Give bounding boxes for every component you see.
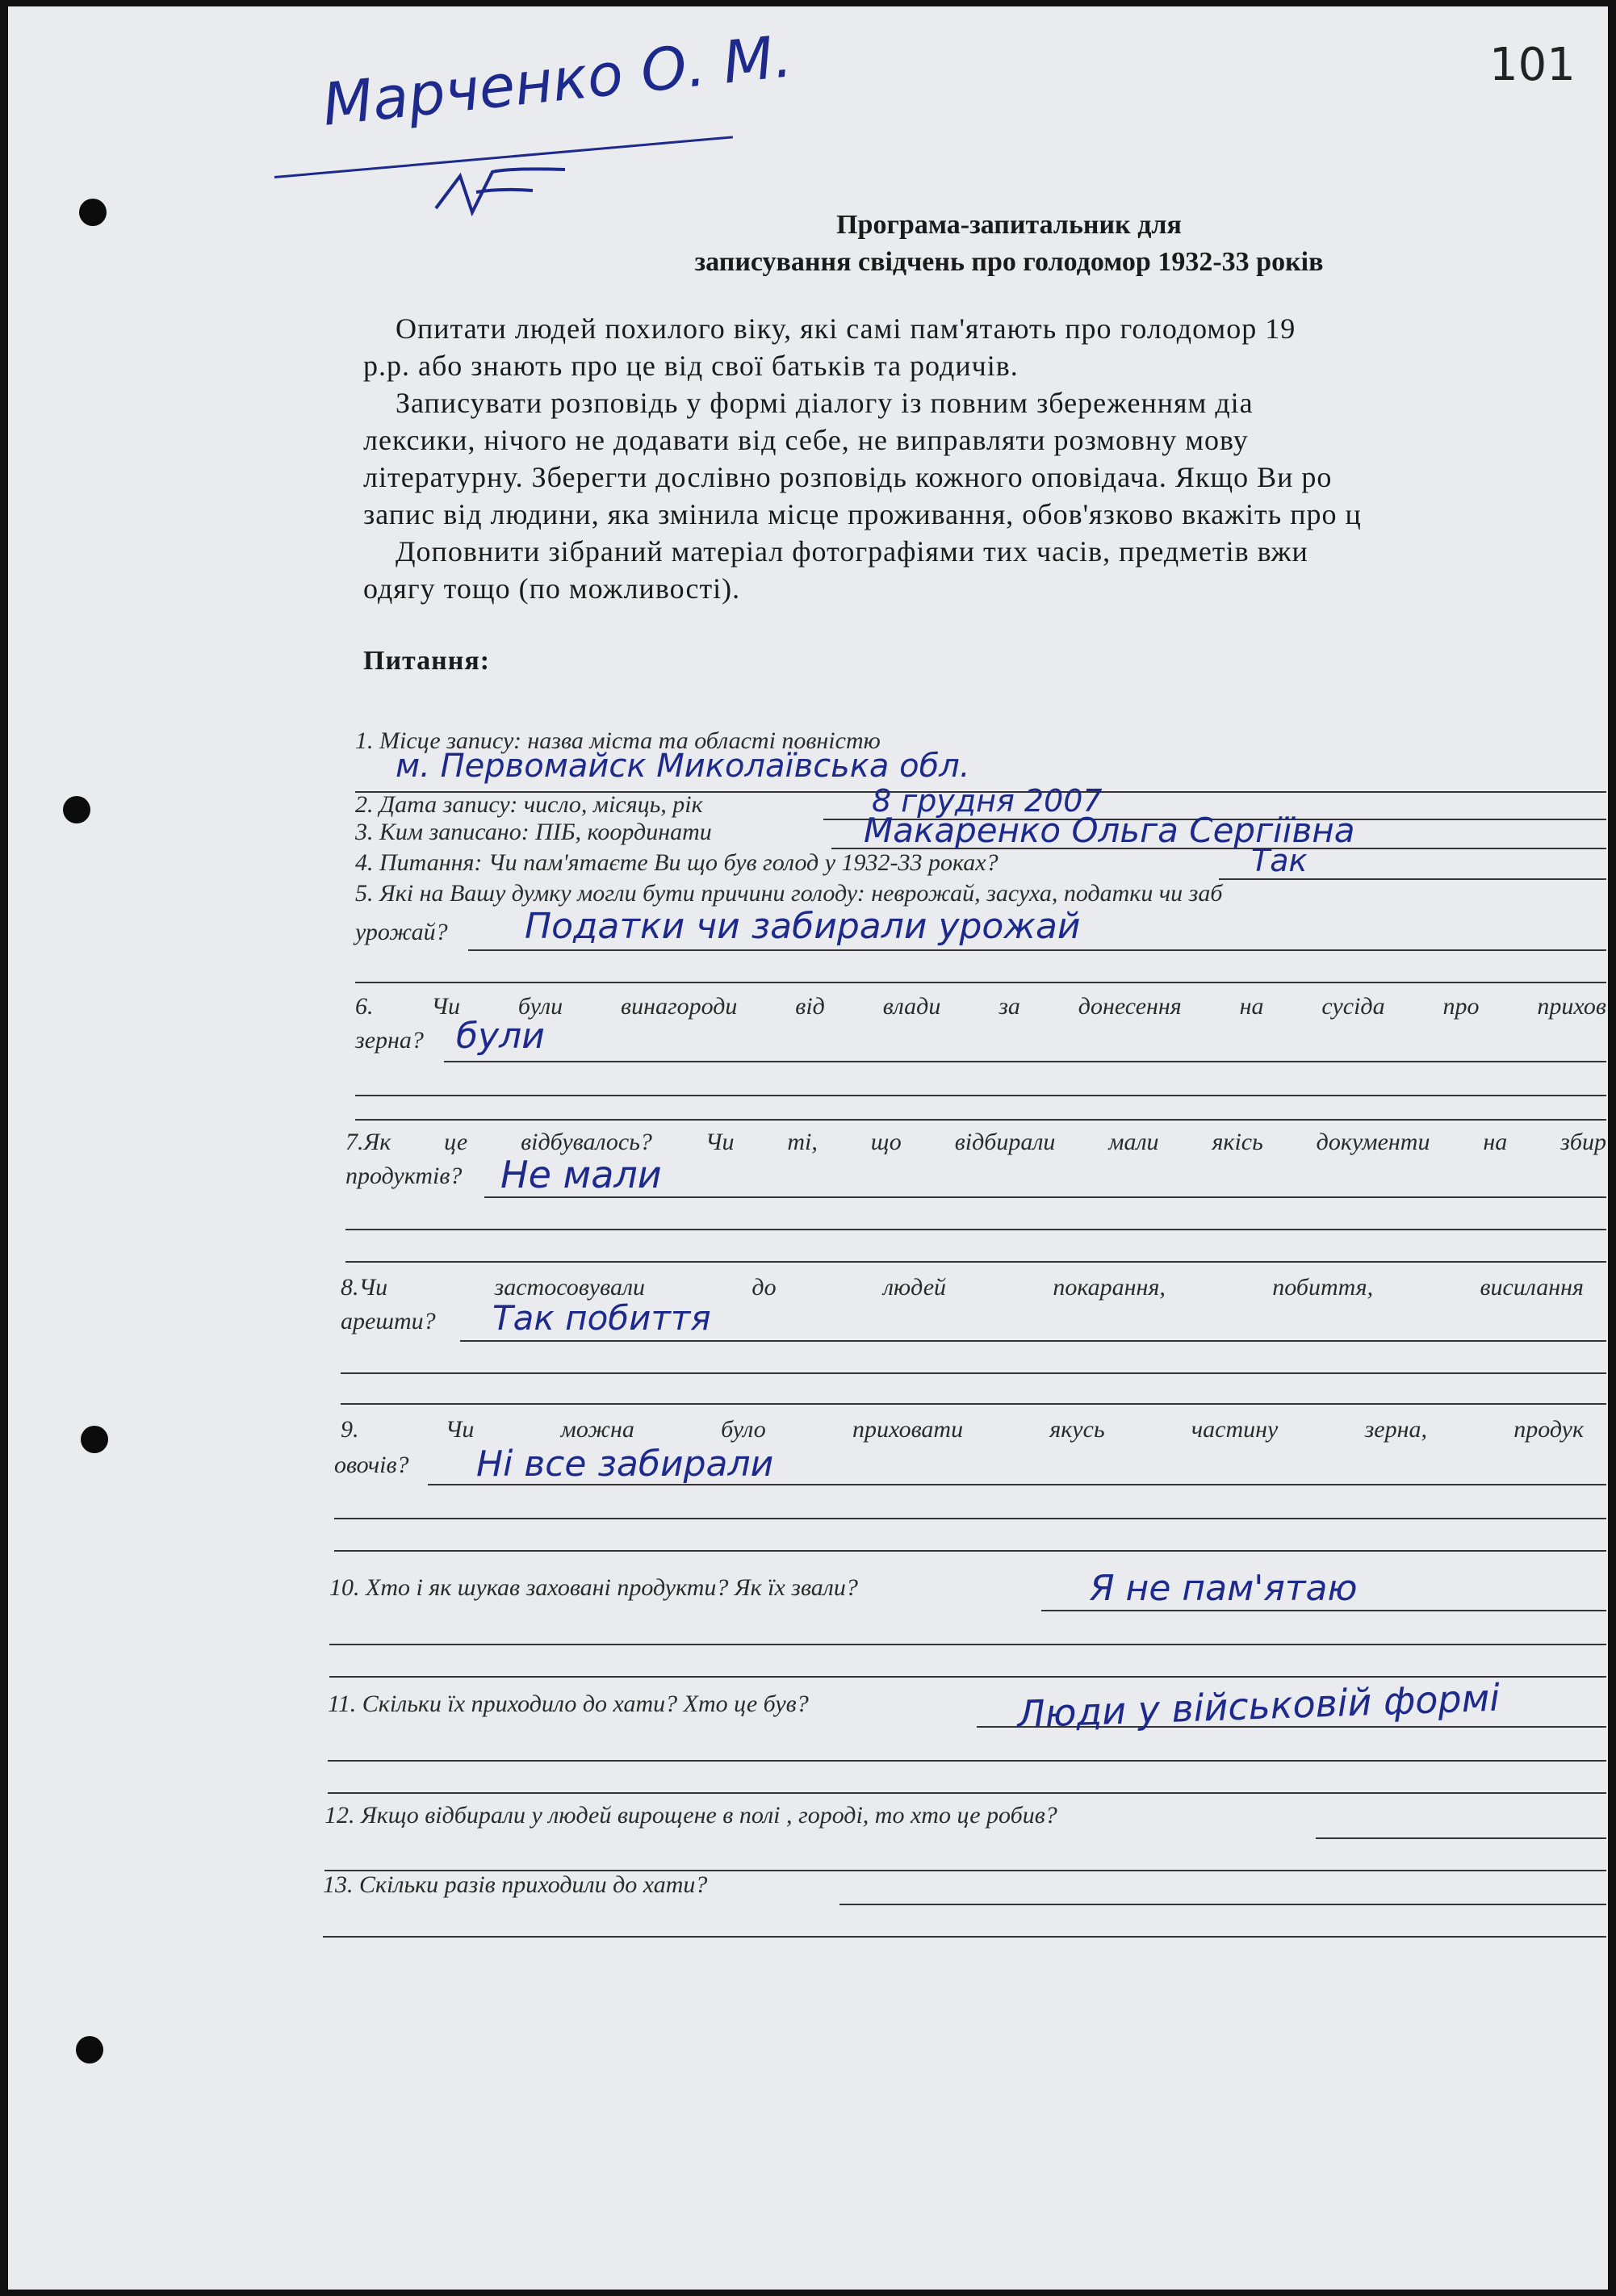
punch-hole-4 <box>76 2036 103 2063</box>
question-12: 12. Якщо відбирали у людей вирощене в полі , городі, то хто це робив? <box>324 1802 1057 1829</box>
question-8-word: застосовували <box>494 1274 646 1301</box>
question-9 <box>341 1416 1584 1443</box>
question-8-word: висилання <box>1480 1274 1584 1301</box>
question-9-word: Чи <box>445 1416 475 1443</box>
question-7-word: 7.Як <box>345 1129 391 1155</box>
question-6-word: за <box>998 993 1020 1020</box>
answer-line-8 <box>460 1340 1606 1342</box>
answer-6: були <box>456 1016 545 1057</box>
intro-text <box>363 310 1606 607</box>
answer-line-5b <box>355 982 1606 983</box>
answer-line-10c <box>329 1676 1606 1678</box>
answer-3: Макаренко Ольга Сергіївна <box>864 811 1355 850</box>
answer-10: Я не пам'ятаю <box>1090 1568 1358 1609</box>
question-8-word: 8.Чи <box>341 1274 388 1301</box>
answer-8: Так побиття <box>492 1298 711 1338</box>
question-9-word: приховати <box>852 1416 964 1443</box>
intro-p1-line1: Опитати людей похилого віку, які самі пам'ятають про голодомор 19 <box>396 312 1296 345</box>
question-7-word: на <box>1483 1129 1508 1155</box>
question-8-word: покарання, <box>1053 1274 1166 1301</box>
question-6-word: Чи <box>431 993 461 1020</box>
intro-p2-line4: запис від людини, яка змінила місце проживання, обов'язково вкажіть про ц <box>363 498 1362 530</box>
question-9-word: було <box>721 1416 766 1443</box>
answer-1: м. Первомайск Миколаївська обл. <box>396 748 970 785</box>
intro-p2-line3: літературну. Зберегти дослівно розповідь кожного оповідача. Якщо Ви ро <box>363 461 1333 493</box>
question-7-cont: продуктів? <box>345 1163 463 1189</box>
question-1: 1. Місце запису: назва міста та області повністю <box>355 727 881 754</box>
question-8-word: до <box>751 1274 777 1301</box>
question-6-word: влади <box>882 993 941 1020</box>
answer-line-7b <box>345 1229 1606 1230</box>
question-6-word: від <box>795 993 825 1020</box>
question-13: 13. Скільки разів приходили до хати? <box>323 1871 708 1898</box>
question-7-word: це <box>444 1129 468 1155</box>
question-11: 11. Скільки їх приходило до хати? Хто це був? <box>328 1691 809 1717</box>
question-7-word: мали <box>1108 1129 1159 1155</box>
answer-line-7c <box>345 1261 1606 1263</box>
form-title-line2: записування свідчень про голодомор 1932-33 років <box>694 247 1324 277</box>
answer-line-8b <box>341 1372 1606 1374</box>
question-6-word: винагороди <box>621 993 738 1020</box>
questions-heading: Питання: <box>363 646 491 676</box>
question-7-word: документи <box>1316 1129 1430 1155</box>
answer-line-9c <box>334 1550 1606 1552</box>
question-9-word: можна <box>560 1416 634 1443</box>
handwritten-name: Марченко О. М. <box>319 22 795 139</box>
question-8-cont: арешти? <box>341 1308 436 1334</box>
answer-line-6c <box>355 1119 1606 1121</box>
answer-line-7 <box>484 1196 1606 1198</box>
answer-9: Ні все забирали <box>476 1443 774 1485</box>
question-9-word: якусь <box>1049 1416 1105 1443</box>
answer-line-11b <box>328 1760 1606 1762</box>
intro-p2-line1: Записувати розповідь у формі діалогу із повним збереженням діа <box>396 387 1254 419</box>
answer-line-6b <box>355 1095 1606 1096</box>
question-7-word: що <box>870 1129 902 1155</box>
intro-p3-line2: одягу тощо (по можливості). <box>363 572 741 605</box>
answer-line-13 <box>839 1904 1606 1905</box>
answer-line-5 <box>468 949 1606 951</box>
question-9-word: продук <box>1513 1416 1584 1443</box>
question-7-word: відбувалось? <box>521 1129 652 1155</box>
question-6-word: донесення <box>1078 993 1182 1020</box>
answer-7: Не мали <box>500 1153 662 1196</box>
answer-5: Податки чи забирали урожай <box>525 906 1081 947</box>
question-9-cont: овочів? <box>334 1452 409 1478</box>
punch-hole-2 <box>63 796 90 823</box>
question-7 <box>345 1129 1606 1156</box>
answer-2: 8 грудня 2007 <box>872 783 1103 819</box>
question-5-cont: урожай? <box>355 919 448 945</box>
question-8 <box>341 1274 1584 1301</box>
question-9-word: частину <box>1191 1416 1279 1443</box>
question-6-word: були <box>517 993 563 1020</box>
question-6-word: прихов <box>1537 993 1606 1020</box>
answer-line-4 <box>1219 878 1606 880</box>
answer-line-13b <box>323 1936 1606 1938</box>
question-6-word: про <box>1442 993 1480 1020</box>
page-number: 101 <box>1489 39 1576 91</box>
question-9-word: 9. <box>341 1416 359 1443</box>
question-6-word: сусіда <box>1321 993 1385 1020</box>
answer-11: Люди у військовій формі <box>1016 1675 1501 1737</box>
punch-hole-3 <box>81 1426 108 1453</box>
question-4: 4. Питання: Чи пам'ятаєте Ви що був голод у 1932-33 роках? <box>355 849 998 876</box>
answer-line-10b <box>329 1644 1606 1645</box>
question-7-word: збир <box>1560 1129 1606 1155</box>
question-9-word: зерна, <box>1364 1416 1427 1443</box>
punch-hole-1 <box>79 199 107 226</box>
question-8-word: людей <box>882 1274 947 1301</box>
intro-p1-line2: р.р. або знають про це від свої батьків та родичів. <box>363 350 1019 382</box>
question-2: 2. Дата запису: число, місяць, рік <box>355 791 703 818</box>
answer-4: Так <box>1251 843 1308 878</box>
question-7-word: якісь <box>1212 1129 1263 1155</box>
answer-line-12 <box>1316 1837 1606 1839</box>
question-6-word: 6. <box>355 993 374 1020</box>
question-7-word: відбирали <box>954 1129 1056 1155</box>
question-7-word: Чи <box>705 1129 735 1155</box>
question-6-cont: зерна? <box>355 1027 424 1054</box>
form-title-line1: Програма-запитальник для <box>836 210 1182 240</box>
intro-p2-line2: лексики, нічого не додавати від себе, не виправляти розмовну мову <box>363 424 1249 456</box>
document-page <box>8 6 1608 2290</box>
question-3: 3. Ким записано: ПІБ, координати <box>355 819 712 845</box>
answer-line-8c <box>341 1403 1606 1405</box>
question-8-word: побиття, <box>1272 1274 1374 1301</box>
intro-p3-line1: Доповнити зібраний матеріал фотографіями тих часів, предметів вжи <box>396 535 1308 568</box>
answer-line-10 <box>1041 1610 1606 1611</box>
question-7-word: ті, <box>787 1129 818 1155</box>
question-5: 5. Які на Вашу думку могли бути причини голоду: неврожай, засуха, податки чи заб <box>355 880 1223 907</box>
answer-line-6 <box>444 1061 1606 1062</box>
answer-line-9b <box>334 1518 1606 1519</box>
question-6-word: на <box>1239 993 1264 1020</box>
question-10: 10. Хто і як шукав заховані продукти? Як їх звали? <box>329 1574 858 1601</box>
answer-line-11c <box>328 1792 1606 1794</box>
